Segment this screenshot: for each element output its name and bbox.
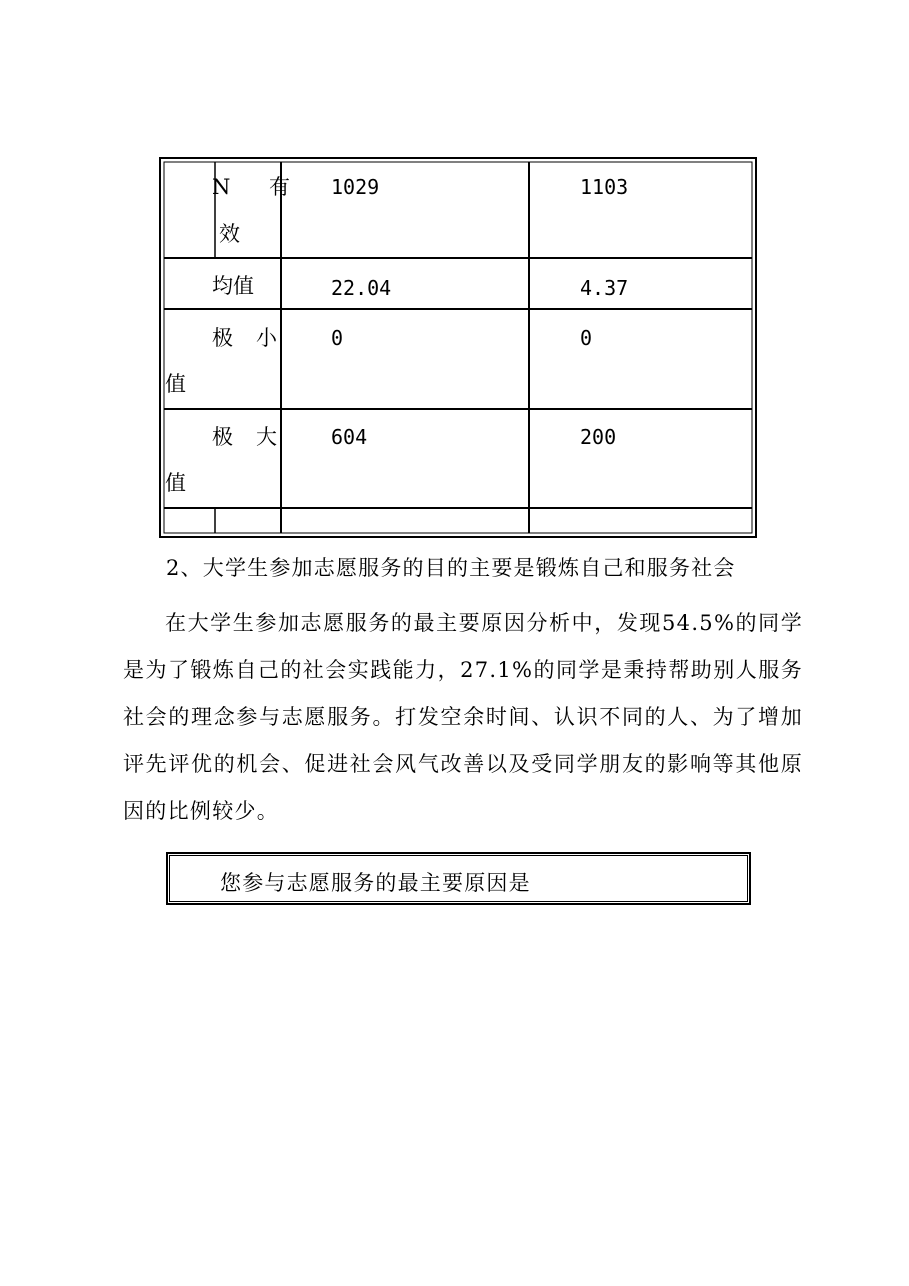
section-heading: 2、大学生参加志愿服务的目的主要是锻炼自己和服务社会 [166,556,736,580]
row-n-col2-value: 1103 [580,175,629,199]
row-max-col1-value: 604 [331,425,368,449]
row-min-label-xiao: 小 [256,326,277,350]
row-n-label-xiao: 效 [219,222,240,246]
statistics-table [159,157,757,538]
row-max-col2-value: 200 [580,425,617,449]
body-paragraph: 在大学生参加志愿服务的最主要原因分析中，发现54.5%的同学是为了锻炼自己的社会实践能力，27.1%的同学是秉持帮助别人服务社会的理念参与志愿服务。打发空余时间、认识不同的人、为了增加评先评优的机会、促进社会风气改善以及受同学朋友的影响等其他原因的比例较少。 [123,611,803,823]
row-mean-col2-value: 4.37 [580,276,629,300]
row-mean-label: 均值 [212,274,254,298]
row-max-label-zhi: 值 [165,471,186,495]
caption-text: 您参与志愿服务的最主要原因是 [220,871,531,895]
row-n-label-n: N [212,175,231,199]
row-n-col1-value: 1029 [331,175,380,199]
table-grid-lines [159,157,757,538]
row-max-label-da: 大 [256,425,277,449]
row-n-label-you: 有 [269,175,290,199]
row-min-label-zhi: 值 [165,372,186,396]
row-mean-col1-value: 22.04 [331,276,392,300]
caption-box [166,852,751,905]
row-min-col2-value: 0 [580,326,593,350]
row-min-col1-value: 0 [331,326,344,350]
row-min-label-ji: 极 [212,326,233,350]
row-max-label-ji: 极 [212,425,233,449]
